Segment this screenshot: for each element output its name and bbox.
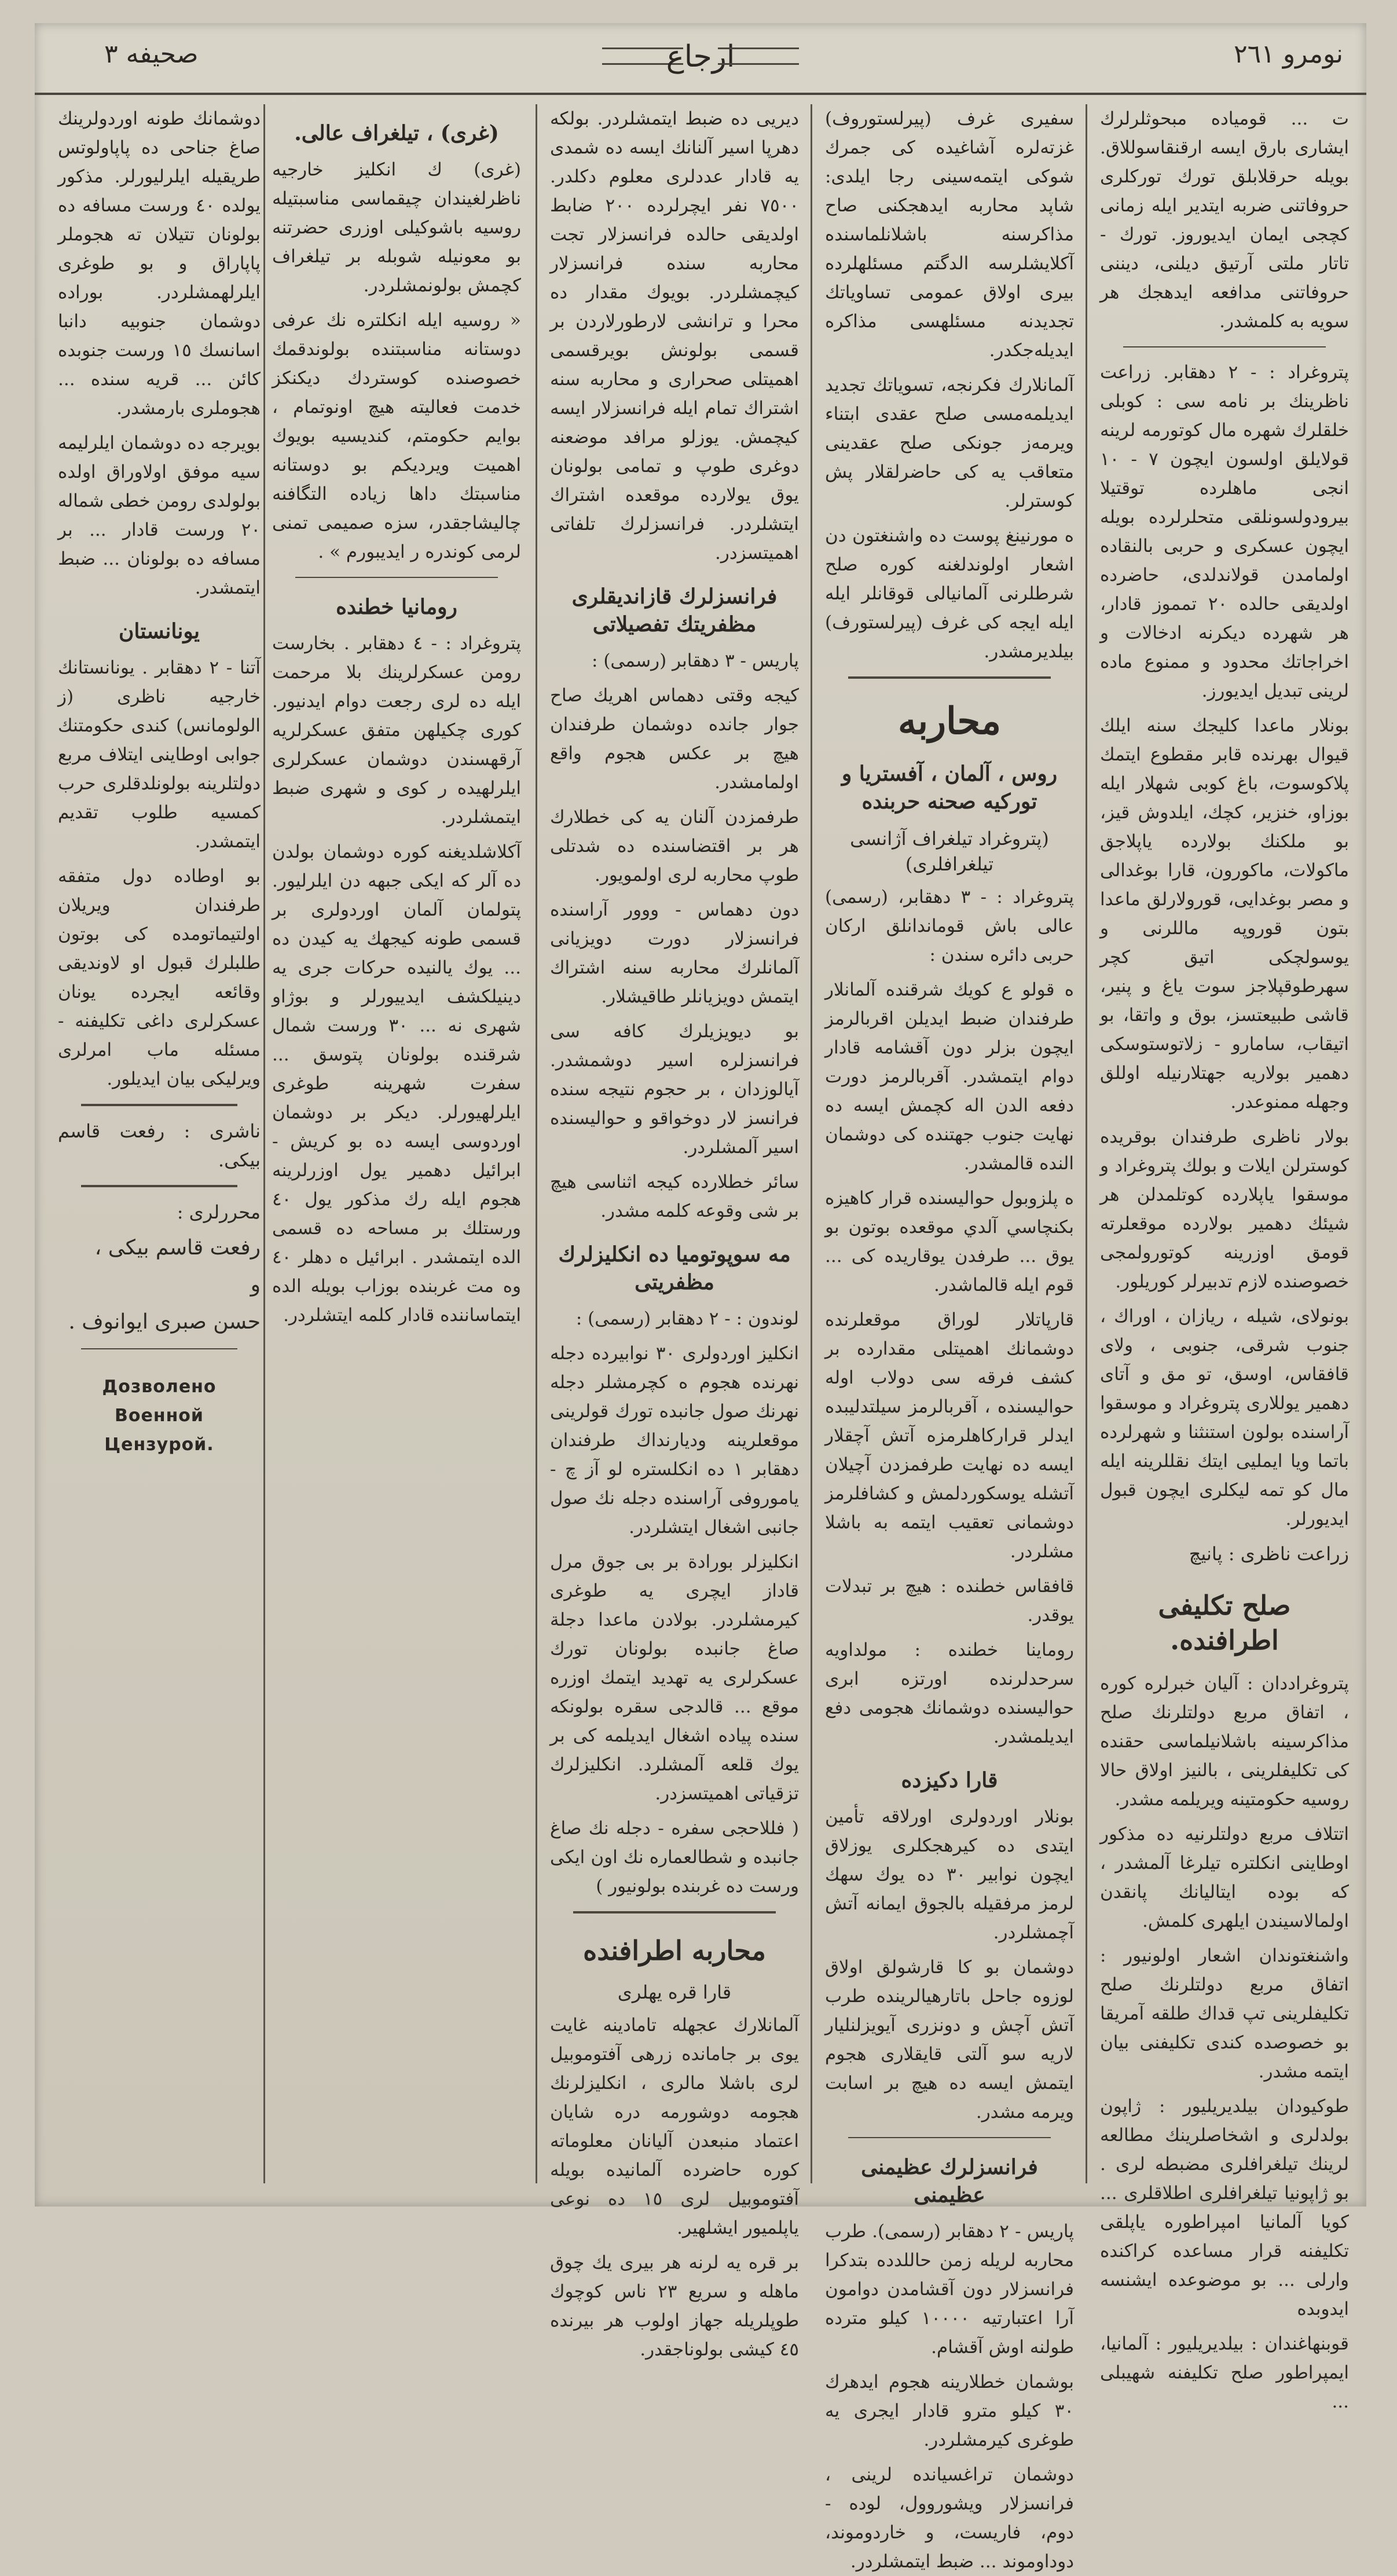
heading-greece: يونانستان [118,619,200,643]
col1-paragraph: بونلار ماعدا كليجك سنه ايلك قيوال بهرنده قابر مقطوع ايتمك پلاكوسوت، باغ كوبى شهلار ايله بوزاو، خنزير، كچك، ايلدوش قيز، بو ملكنك بولارده ياپلاجق ماكولات، ماكورون، قارا بوغدالى و مصر بوغدايى، قورولارلق ماعدا بتون قوروپه ماللرنى و يوسولچكى اتيق كچر سهرطوقپلاجز سوت ياغ و پنير، قاشى طبيعتسز، بوق و واتقا، بو اتيقاب، سامارو - زلاتوستوسكى دهمير بولاريه جهتلارنيله اوللق وجهله ممنوعدر. [1100,715,1349,1113]
col2-paragraph: ه پلزوبول حواليسنده قرار كاهيزه بكنچاسي آلدي موقعده بوتون بو يوق ... طرفدن يوقاريده كى ... قوم ايله قالماشدر. [825,1188,1074,1296]
column-4 [272,104,521,2183]
col1-paragraph: اتتلاف مربع دولتلرنيه ده مذكور اوطاينى انكلتره تيلرغا آلمشدر ، كه بوده ايتاليانك پانقدن اولمالاسيندن ايلهرى كلمش. [1100,1824,1349,1931]
col1-signature: زراعت ناظرى : پانيچ [1189,1543,1349,1565]
col3-paragraph: سائر خطلارده كيجه اثناسى هيچ بر شى وقوعه كلمه مشدر. [550,1172,799,1221]
column-3 [550,104,800,2360]
column-rule [1086,104,1087,2183]
column-2 [825,104,1074,2572]
separator [573,1911,776,1913]
col1-paragraph: بولار ناظرى طرفندان بوقريده كوسترلن ايلات و بولك پتروغراد و موسقوا ياپلارده كوتلمدلن هر شيئك دهمير بولارده موقعلرته قومق اوزرينه كوتورولمجى خصوصنده لازم تدبيرلر كوريلور. [1100,1126,1349,1292]
col2-paragraph: پتروغراد : - ٣ دهقابر، (رسمى) عالى باش قوماندانلق اركان حربى دائره سندن : [825,887,1074,965]
column-rule [263,104,265,2183]
col4-paragraph: ديريى ده ضبط ايتمشلردر. بولكه دهرپا اسير آلنانك ايسه ده شمدى يه قادار عددلرى معلوم دكلدر. ٧٥٠٠ نفر ايچرلرده ٢٠٠ ضابط اولديقى حالده فرانسزلار تجت محاربه سنده فرانسزلار كيچمشلردر. بويوك مقدار ده محرا و ترانشى لارطورلاردن بر قسمى بولونش بويرقسمى اهميتلى صحرارى و محاربه سنه اشتراك تمام ايله فرانسزلار ايسه كيچمش. يوزلو مرافد موضعنه دوغرى طوپ و تمامى بولونان يوق يولارده موقعده اشتراك ايتشلردر. فرانسزلرك تلفاتى اهميتسزدر. [550,108,799,564]
col2-paragraph: روماينا خطنده : مولداويه سرحدلرنده اورتزه ابرى حواليسنده دوشمانك هجومى دفع ايديلمشدر. [825,1640,1074,1747]
col4-paragraph: بويرجه ده دوشمان ايلرليمه سيه موفق اولاوراق اولده بولولدى رومن خطى شماله ٢٠ ورست قادار ... بر مسافه ده بولونان ... ضبط ايتمشدر. [58,433,261,598]
subheading-fronts: روس ، آلمان ، آفستريا و توركيه صحنه حربنده [841,762,1058,814]
col3-paragraph: كيجه وقتى دهماس اهريك صاح جوار جانده دوشمان طرفندان هيچ بر عكس هجوم واقع اولمامشدر. [550,685,799,793]
heading-around-war: محاربه اطرافنده [583,1935,766,1966]
col3-paragraph: دون دهماس - ووور آراسنده فرانسزلار دورت دويزيانى آلمانلرك محاربه سنه اشتراك ايتمش دويزيانلر طاقيشلار. [550,899,799,1007]
heading-black-sea: قارا دكيزده [901,1768,998,1792]
page-number: صحيفه ٣ [104,39,199,69]
col4-paragraph: آكلاشلديغنه كوره دوشمان بولدن ده آلر كه ايكى جبهه دن ايلرليور. پتولمان آلمان اوردولرى بر قسمى طونه كيجهك يه كيدن ده ... يوك يالنيده حركات جرى يه دينيلكشف ايدييورلر و بوژاو شهرى نه ... ٣٠ ورست شمال شرقنده بولونان پتوسق ... سفرت شهرينه طوغرى ايلرلهيورلر. ديكر بر دوشمان اوردوسى ايسه ده بو كريش - ابرائيل دهمير يول اوزرلرينه هجوم ايله رك مذكور يول ٤٠ ورستلك بر مساحه ده قسمى الده ايتمشدر . ابرائيل ه دهلر ٤٠ وه مت غربنده بوزاب بويله الده ايتماساننده قادار كلمه ايتشلردر. [272,841,521,1326]
col3-paragraph: آلمانلارك فكرنجه، تسوياتك تجديد ايديلمه‌مسى صلح عقدى ابتناء ويرمه‌ز جونكى صلح عقدينى متعاقب يه كى حاضرلقلار پش كوسترلر. [825,375,1074,511]
heading-peace-proposal: صلح تكليفى اطرافنده. [1158,1590,1291,1656]
col2-paragraph: قارپاتلار لوراق موقعلرنده دوشمانك اهميتلى مقدارده بر كشف فرقه سى دولاب اوله حواليسنده ، آقربالرمز سيلتدليبده ايدلر قراركاهلرمزه آتش آچقلار ايسه ده نهايت طرفمزدن آچيلان آتشله يوسكوردلمش و كشافلرمز دوشمانى تعقيب ايتمه به باشلا مشلردر. [825,1309,1074,1562]
masthead [35,23,1366,95]
separator [81,1104,237,1106]
col1-paragraph: طوكيودان بيلديريليور : ژاپون بولدلرى و اشخاصلرينك مطالعه لرينك تيلغرافلرى مضبطه لرى . بو ژاپونيا تيلغرافلرى اطلاقلرى ... كويا آلمانيا امپراطوره ياپلقى تكليفنه قرار مساعده كراكنده وارلى ... بو موضوعده ايشنسه ايدوبده [1100,2096,1349,2319]
ornament-right [718,47,799,65]
separator [1123,346,1326,347]
col3-paragraph: ( فللاحجى سفره - دجله نك صاغ جانبده و شطالعماره نك اون ايكى ورست ده غربنده بولونيور ) [550,1818,799,1897]
separator [295,577,498,578]
editor-and: و [250,1273,261,1297]
col1-paragraph: پتروغراددان : آليان خبرلره كوره ، اتفاق مربع دولتلرنك صلح مذاكرسينه باشلانيلماسى حقنده كى تكليفلرينى ، بالنيز اولاق حالا روسيه حكومتينه ويريلمه مشدر. [1100,1673,1349,1810]
col2-paragraph: ه قولو ع كويك شرقنده آلمانلار طرفندان ضبط ايديلن اقربالرمز ايچون بزلر دون آقشامه قادار دوام ايتمشدر. آقربالرمز دورت دفعه الدن اله كچمش ايسه ده نهايت جنوب جهتنده كى دوشمان النده قالمشدر. [825,979,1074,1174]
col4-paragraph: (غرى) ك انكليز خارجيه ناظرلغيندان چيقماسى مناسبتيله روسيه باشوكيلى اوزرى حضرتنه بو معونيله شوبله بر تيلغراف كچمش بولونمشلردر. [272,159,521,296]
col4-paragraph: دوشمانك طونه اوردولرينك صاغ جناحى ده پاپاولوتس طريقيله ايلرليورلر. مذكور يولده ٤٠ ورست مسافه ده بولونان تتيلان ته هجوملر پاپاراق و بو طوغرى ايلرلهمشلردر. بوراده دوشمان جنوبيه دانبا اسانسك ١٥ ورست جنوبده كائن ... قريه سنده ... هجوملرى بارمشدر. [58,108,261,419]
col2-paragraph: دوشمان تراغسيانده لرينى ، فرانسزلار ويشوروول، لوده - دوم، فاريست، و خاردوموند، دوداوموند ... ضبط ايتمشلردر. [825,2464,1074,2572]
issue-number: نومرو ٢٦١ [1234,39,1343,69]
heading-french-victory-details: فرانسزلرك قازانديقلرى مظفريتك تفصيلاتى [571,584,778,636]
col3-paragraph: پاريس - ٣ دهقابر (رسمى) : [592,650,799,671]
col1-paragraph: بونولاى، شيله ، ريازان ، اوراك ، جنوب شرقى، جنوبى ، ولاى قافقاس، اوسق، تو مق و آتاى دهمير يوللارى پتروغراد و موسقوا آراسنده بولون استنثنا و شهرلرده باتما ويا ايمليى ايتك نقللرينه ايله مال كو تمه ليكلرى ايچون قبول ايديورلر. [1100,1306,1349,1529]
column-rule [811,104,812,2183]
col2-paragraph: دوشمان بو كا قارشولق اولاق لوزوه جاحل باتارهيالرينده طرب آتش آچش و دونزرى آيويزلنليار لاريه سو آلتى قايقلارى هجوم ايتمش ايسه ده هيچ بر اسابت ويرمه مشدر. [825,1957,1074,2123]
publisher-line: ناشرى : رفعت قاسم بيكى. [58,1120,261,1171]
col2-paragraph: پاريس - ٢ دهقابر (رسمى). طرب محاربه لريله زمن حاللدده بتدكرا فرانسزلار دون آقشامدن دوامون آرا اعتبارتيه ١٠٠٠٠ كيلو مترده طولنه اوش آقشام. [825,2221,1074,2358]
subheading-agency: (پتروغراد تيلغراف آژانسى تيلغرافلرى) [850,828,1049,875]
column-rule [536,104,537,2183]
col2-paragraph: بونلار اوردولرى اورلاقه تأمين ايتدى ده كيرهجكلرى يوزلاق ايچون نوابير ٣٠ ده يوك سهك لرمز مرفقيله بالجوق ايمانه آتش آچمشلردر. [825,1806,1074,1943]
col3-paragraph: آلمانلارك عجهله تامادينه غايت يوى بر جامانده زرهى آفتوموبيل لرى باشلا مالرى ، انكليزلرنك هجومه دوشورمه دره شايان اعتماد منبعدن آليانان معلوماته كوره حاضرده آلمانيده بويله آفتوموبيل لرى ١٥ ده نوعى ياپلميور ايشلهير. [550,2015,800,2238]
separator [81,1185,237,1187]
heading-romania-front: رومانيا خطنده [336,595,457,619]
col2-paragraph: بوشمان خطلارينه هجوم ايدهرك ٣٠ كيلو مترو قادار ايجرى يه طوغرى كيرمشلردر. [825,2372,1074,2450]
editors-label: محررلرى : [177,1201,261,1223]
col4-paragraph: « روسيه ايله انكلتره نك عرفى دوستانه مناسبتنده بولوندقمك خصوصنده كوستردك ديكنكز خدمت فعاليته هيچ اونوتمام ، بوايم حكومتم، كنديسيه بويوك اهميت ويرديكم بو دوستانه مناسبتك داها زياده التگافنه چاليشاجقدر، سزه صميمى تمنى لرمى كوندره ر ايديبورم » . [272,310,521,562]
column-1 [1100,104,1349,2412]
censorship-note: Дозволено Военной Цензурой. [102,1377,217,1455]
col1-paragraph: پتروغراد : - ٢ دهقابر. زراعت ناظرينك بر نامه سى : كوبلى خلقلرك شهره مال كوتورمه لرينه قولايلق اولسون ايچون ٧ - ١٠ انجى ماهلرده توقتيلا بيرودولسونلقى متحلرلرده بويله ايچون عسكرى و حربى بالنقاده اولمامدن قولاندلدى، حاضرده اولديقى حالده ٢٠ تمموز قادار، هر شهرده ديكرنه ادخالات و اخراجاتك محدود و ممنوع ماده لرينى تبديل ايديورز. [1100,362,1349,701]
col1-paragraph: واشنغتوندان اشعار اولونيور : اتفاق مربع دولتلرنك صلح تكليفلرينى تپ قداك طلقه آمريقا بو خصوصده كندى تكليفنى بيان ايتمه مشدر. [1100,1945,1349,2082]
col1-paragraph: ت‌ ... قومياده مبحوثلرلرك ايشارى بارق ايسه ارقنقاسوللاق. بويله حرقلابلق تورك توركلرى حروفاتنى ضربه ايتدير ايله زمانى كچجى ايمان ايديوروز. تورك - تاتار ملتى آرتيق ديلنى، ديننى حروفاتنى مدافعه ايدهجك هر سويه به كلمشدر. [1100,108,1349,332]
col1-paragraph: قوبنهاغندان : بيلديريليور : آلمانيا، ايمپراطور صلح تكليفنه شهيبلى ... [1100,2333,1349,2412]
col4-paragraph: پتروغراد : - ٤ دهقابر . بخارست رومن عسكرلرينك بلا مرحمت ايله ده لرى رجعت دوام ايدنيور. كورى چكيلهن متفق عسكرلريه آرقهسندن دوشمان عسكرلرى ايلرلهيده ر كوى و شهرى ضبط ايتمشلردر. [272,633,521,828]
newspaper-title: ارجاع [666,39,735,74]
separator [81,1348,237,1349]
heading-mesopotamia: مه سوپوتوميا ده انكليزلرك مظفريتى [558,1242,791,1294]
heading-war: محاربه [897,700,1002,743]
column-5 [58,104,261,2183]
heading-grey-telegram: (غرى) ، تيلغراف عالى. [294,121,499,145]
col3-paragraph: طرفمزدن آلنان يه كى خطلارك هر بر اقتضاسنده ده شدتلى طوپ محاربه لرى اولمويور. [550,807,799,885]
editor-name-2: حسن صبرى ايوانوف . [68,1310,261,1334]
col3-paragraph: انكليز اوردولرى ٣٠ نوابيرده دجله نهرنده هجوم ه كچرمشلر دجله نهرنك صول جانبده تورك قولرينى موقعلرينه وديارنداك طرفندان دهقابر ١ ده انكلستره لو آز چ - ياموروفى آراسنده دجله نك صول جانبى اشغال ايتشلردر. [550,1343,800,1538]
col4-paragraph: بو اوطاده دول متفقه طرفندان ويريلان اولتيماتومده كى بوتون طلبلرك قبول او لاونديقى وقائعه ايجرده يونان عسكرلرى داغى تكليفنه - مسئله ماب امرلرى ويرليكى بيان ايديلور. [58,866,261,1089]
col3-paragraph: ه مورنينغ پوست ده واشنغتون دن اشعار اولوندلغنه كوره صلح شرطلرنى آلمانيالى قوقانلر ايله ايله ايجه كى غرف (پيرلستورف) بيلديرمشدر. [825,525,1074,662]
separator [848,2137,1051,2138]
editor-name-1: رفعت قاسم بيكى ، [94,1236,261,1260]
col3-paragraph: سفيرى غرف (پيرلستوروف) غزته‌لره آشاغيده كى جمرك شوكى ايتمه‌سينى رجا ايلدى: شاپد محاربه ايدهجكنى صاح مذاكرسنه باشلانلماسنده آكلايشلرسه الدگتم مسئلهلرده بيرى اولاق عمومى تساوياتك تجديدنه مسئلهسى مذاكره ايديله‌جكدر. [825,108,1074,361]
col3-paragraph: لوندون : - ٢ دهقابر (رسمى) : [575,1308,799,1329]
newspaper-page [35,23,1366,2572]
separator [848,676,1051,679]
subheading-armored-cars: قارا قره يهلرى [617,1981,732,2003]
heading-french-victory: فرانسزلرك عظيمنى عظيمنى [861,2155,1038,2207]
col2-paragraph: قافقاس خطنده : هيچ بر تبدلات يوقدر. [825,1576,1074,1626]
col3-paragraph: انكليزلر بورادة بر بى جوق مرل قاداز ايچرى يه طوغرى كيرمشلردر. بولادن ماعدا دجلة صاغ جانبده بولونان تورك عسكرلرى يه تهديد ايتمك اوزره موقع ... قالدجى سقره بولونكه سنده پياده اشغال ايديلمه كى بر يوك قلعه آلمشلرد. انكليزلرك تزقياتى اهميتسزدر. [550,1552,799,1804]
col4-paragraph: آتنا - ٢ دهقابر . يونانستانك خارجيه ناظرى (ز الولومانس) كندى حكومتنك جوابى اوطاينى ايتلاف مربع دولتلرينه بولونلدقلرى حرب كمسيه طلوب تقديم ايتمشدر. [58,657,261,852]
col3-paragraph: بو ديويزيلرك كافه سى فرانسزلره اسير دوشمشدر. آيالوزدان ، بر حجوم نتيجه سنده فرانسز لار دوخواقو و حواليسنده اسير آلمشلردر. [550,1021,799,1158]
col3-paragraph: بر قره يه لرنه هر بيرى يك چوق ماهله و سريع ٢٣ ناس كوچوك طوپلريله جهاز اولوب هر بيرنده ٤٥ كيشى بولوناجقدر. [550,2252,799,2360]
